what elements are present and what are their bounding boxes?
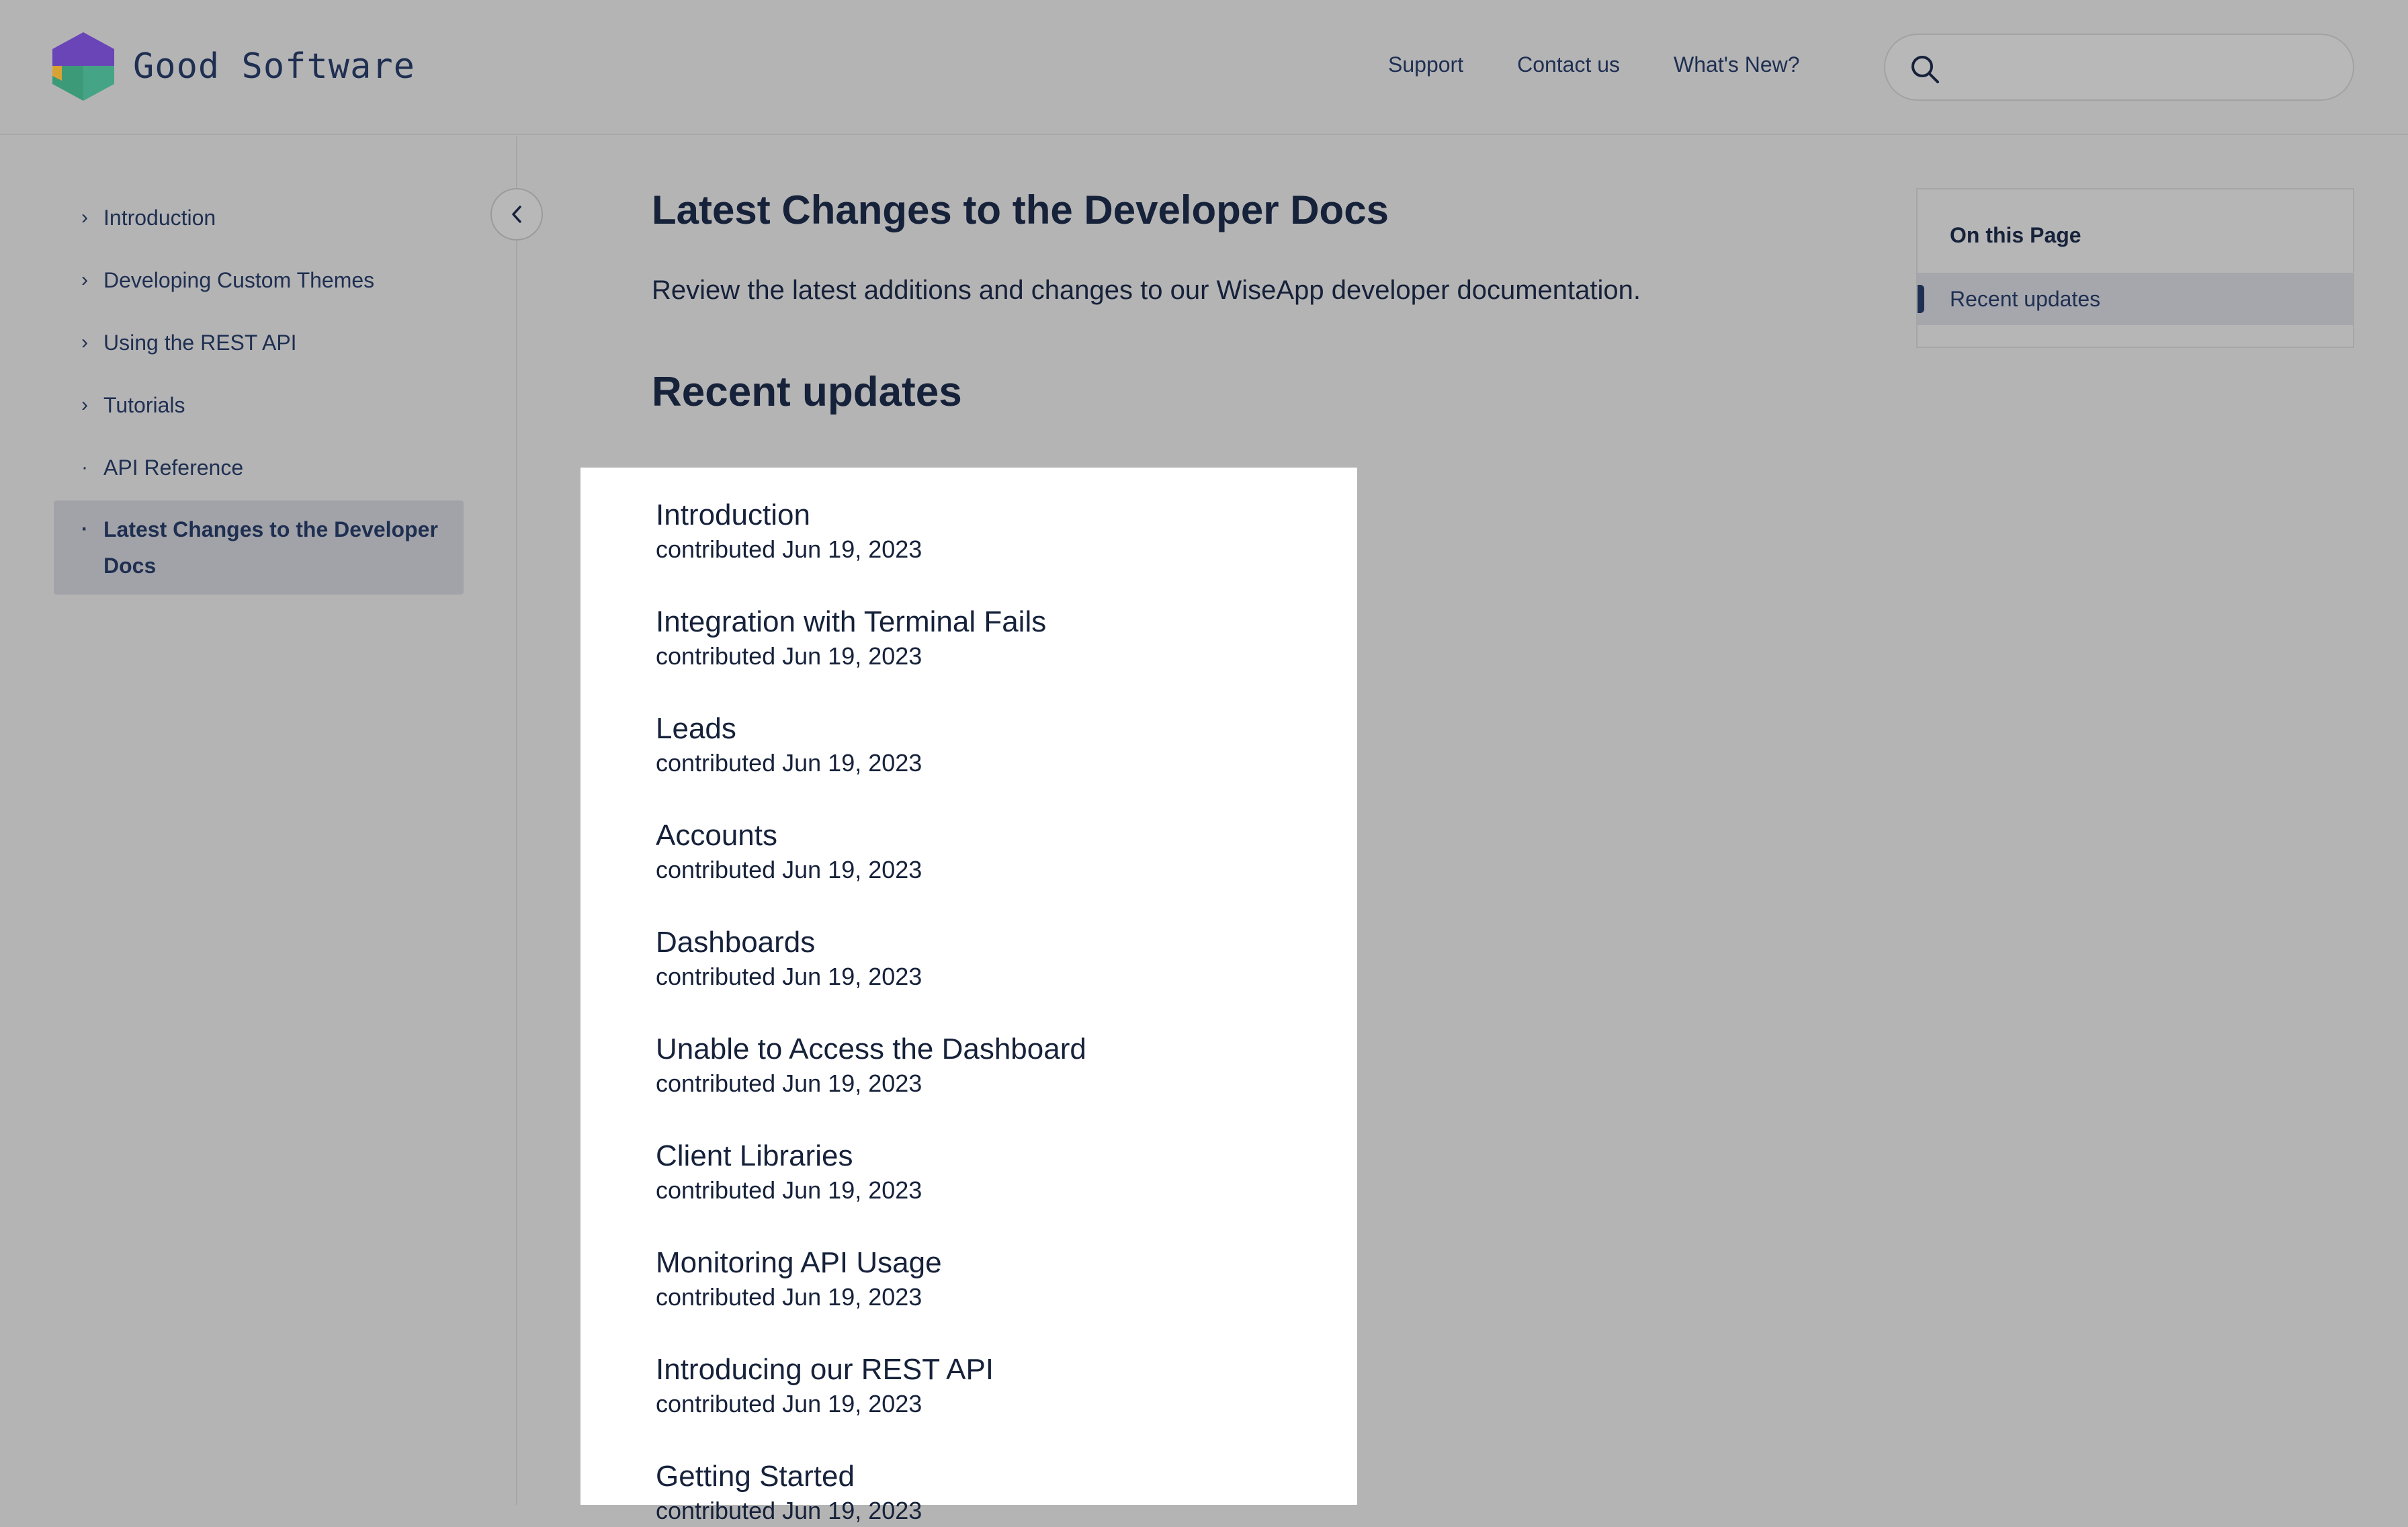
toc-title: On this Page — [1950, 223, 2081, 247]
list-item[interactable] — [656, 818, 922, 886]
chevron-right-icon: › — [81, 206, 88, 228]
update-title-link[interactable]: Client Libraries — [656, 1139, 853, 1172]
sidebar-item-introduction[interactable] — [54, 200, 464, 236]
update-meta: contributed Jun 19, 2023 — [656, 963, 922, 990]
update-meta: contributed Jun 19, 2023 — [656, 642, 922, 670]
update-title-link[interactable]: Leads — [656, 712, 736, 745]
list-item[interactable] — [656, 1245, 942, 1313]
search-input[interactable] — [1952, 48, 2329, 89]
update-title-link[interactable]: Dashboards — [656, 926, 816, 959]
dot-icon: · — [81, 518, 88, 540]
recent-updates-list — [580, 468, 1357, 1524]
nav-contact-link[interactable]: Contact us — [1517, 52, 1621, 77]
sidebar-nav — [0, 136, 517, 1505]
update-meta: contributed Jun 19, 2023 — [656, 1390, 922, 1417]
update-meta: contributed Jun 19, 2023 — [656, 1070, 922, 1097]
chevron-right-icon: › — [81, 394, 88, 416]
update-meta: contributed Jun 19, 2023 — [656, 1283, 922, 1311]
chevron-left-icon — [509, 204, 525, 224]
update-title-link[interactable]: Accounts — [656, 819, 777, 852]
update-title-link[interactable]: Getting Started — [656, 1460, 855, 1493]
sidebar-item-label: Latest Changes to the Developer Docs — [103, 517, 438, 578]
update-title-link[interactable]: Introducing our REST API — [656, 1353, 994, 1386]
sidebar-item-label: API Reference — [103, 455, 244, 480]
sidebar-item-latest-changes[interactable] — [54, 500, 464, 595]
page-intro: Review the latest additions and changes to our WiseApp developer documentation. — [652, 275, 1641, 305]
update-meta: contributed Jun 19, 2023 — [656, 749, 922, 777]
sidebar-item-label: Using the REST API — [103, 331, 297, 355]
sidebar-item-api-reference[interactable] — [54, 449, 464, 486]
collapse-sidebar-button[interactable] — [490, 188, 543, 241]
update-meta: contributed Jun 19, 2023 — [656, 1497, 922, 1524]
on-this-page-panel — [1916, 188, 2354, 348]
search-icon — [1909, 54, 1940, 85]
list-item[interactable] — [656, 1031, 1086, 1100]
top-header — [0, 0, 2408, 135]
update-meta: contributed Jun 19, 2023 — [656, 856, 922, 883]
section-title: Recent updates — [652, 369, 962, 415]
toc-item-recent-updates[interactable] — [1918, 273, 2353, 325]
sidebar-item-label: Tutorials — [103, 393, 185, 417]
list-item[interactable] — [656, 1138, 922, 1207]
search-box[interactable] — [1884, 34, 2354, 101]
sidebar-item-using-rest-api[interactable] — [54, 324, 464, 361]
sidebar-item-label: Introduction — [103, 206, 216, 230]
sidebar-item-tutorials[interactable] — [54, 387, 464, 423]
sidebar-item-label: Developing Custom Themes — [103, 268, 375, 292]
update-title-link[interactable]: Monitoring API Usage — [656, 1246, 942, 1279]
nav-whats-new-link[interactable]: What's New? — [1674, 52, 1800, 77]
list-item[interactable] — [656, 604, 1046, 672]
update-meta: contributed Jun 19, 2023 — [656, 535, 922, 563]
sidebar-item-developing-custom-themes[interactable] — [54, 262, 464, 298]
active-indicator — [1918, 285, 1924, 313]
update-meta: contributed Jun 19, 2023 — [656, 1176, 922, 1204]
list-item[interactable] — [656, 1458, 922, 1527]
update-title-link[interactable]: Introduction — [656, 498, 810, 531]
update-title-link[interactable]: Unable to Access the Dashboard — [656, 1033, 1086, 1065]
update-title-link[interactable]: Integration with Terminal Fails — [656, 605, 1047, 638]
nav-support-link[interactable]: Support — [1388, 52, 1464, 77]
dot-icon: · — [81, 456, 88, 478]
list-item[interactable] — [656, 1352, 994, 1420]
chevron-right-icon: › — [81, 331, 88, 353]
list-item[interactable] — [656, 497, 922, 566]
toc-item-label: Recent updates — [1950, 287, 2101, 311]
top-nav — [1388, 52, 1854, 77]
list-item[interactable] — [656, 924, 922, 993]
brand-name: Good Software — [133, 46, 415, 87]
hexagon-logo-icon — [52, 32, 114, 101]
chevron-right-icon: › — [81, 269, 88, 291]
brand-logo[interactable] — [52, 32, 415, 101]
page-title: Latest Changes to the Developer Docs — [652, 187, 1389, 232]
list-item[interactable] — [656, 711, 922, 779]
